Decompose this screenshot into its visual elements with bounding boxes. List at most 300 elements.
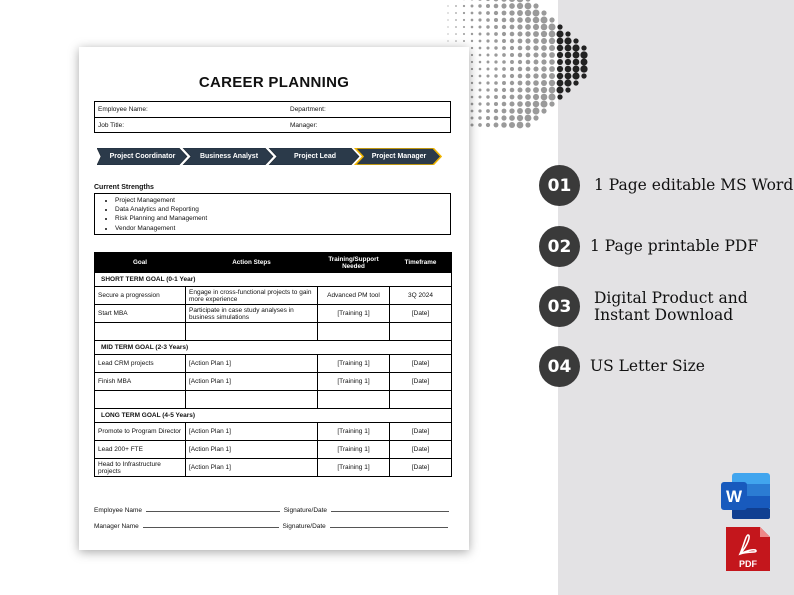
- section-title-mid-term: MID TERM GOAL (2-3 Years): [95, 341, 452, 355]
- halftone-dot: [494, 116, 499, 121]
- halftone-dot: [471, 82, 473, 84]
- halftone-dot: [517, 122, 524, 129]
- halftone-dot: [471, 110, 474, 113]
- halftone-dot: [526, 74, 531, 79]
- employee-signature-blank: [331, 506, 449, 512]
- halftone-dot: [447, 26, 448, 27]
- halftone-dot: [549, 17, 554, 22]
- training-cell: [Training 1]: [318, 441, 390, 459]
- halftone-dot: [526, 53, 531, 58]
- halftone-dot: [486, 46, 489, 49]
- halftone-dot: [564, 37, 571, 44]
- goal-cell: Secure a progression: [95, 287, 186, 305]
- halftone-dot: [556, 30, 563, 37]
- halftone-dot: [502, 18, 507, 23]
- halftone-dot: [541, 94, 548, 101]
- halftone-dot: [549, 73, 555, 79]
- halftone-dot: [486, 123, 490, 127]
- feature-number-badge: 01: [539, 165, 580, 206]
- pdf-icon-label: PDF: [739, 559, 757, 569]
- halftone-dot: [517, 3, 523, 9]
- halftone-dot: [455, 5, 457, 7]
- feature-text: 1 Page printable PDF: [590, 237, 759, 255]
- halftone-dot: [510, 39, 514, 43]
- halftone-dot: [509, 101, 514, 106]
- halftone-dot: [501, 3, 506, 8]
- career-step-1: Project Coordinator: [109, 153, 176, 160]
- halftone-dot: [471, 54, 473, 56]
- halftone-dot: [572, 44, 579, 51]
- halftone-dot: [549, 101, 554, 106]
- halftone-dot: [549, 59, 555, 65]
- career-planning-document: [79, 47, 469, 550]
- goal-cell: Start MBA: [95, 305, 186, 323]
- halftone-dot: [533, 24, 539, 30]
- halftone-dot: [470, 123, 473, 126]
- halftone-dot: [509, 108, 514, 113]
- halftone-dot: [510, 88, 515, 93]
- halftone-dot: [501, 122, 507, 128]
- halftone-dot: [549, 38, 555, 44]
- halftone-dot: [487, 68, 490, 71]
- halftone-dot: [471, 68, 473, 70]
- halftone-dot: [502, 53, 506, 57]
- halftone-dot: [533, 52, 538, 57]
- halftone-dot: [533, 87, 539, 93]
- halftone-dot: [549, 80, 555, 86]
- halftone-dot: [502, 102, 507, 107]
- halftone-dot: [447, 5, 448, 6]
- halftone-dot: [525, 0, 530, 2]
- halftone-dot: [471, 89, 473, 91]
- action-cell: [Action Plan 1]: [186, 373, 318, 391]
- halftone-dot: [557, 24, 562, 29]
- halftone-dot: [525, 31, 530, 36]
- halftone-dot: [541, 73, 547, 79]
- halftone-dot: [502, 74, 506, 78]
- halftone-dot: [549, 87, 556, 94]
- halftone-dot: [525, 94, 531, 100]
- halftone-dot: [494, 88, 498, 92]
- training-cell: [Training 1]: [318, 373, 390, 391]
- halftone-dot: [525, 122, 530, 127]
- halftone-dot: [510, 32, 515, 37]
- halftone-dot: [510, 95, 515, 100]
- goals-table: [94, 252, 452, 477]
- halftone-dot: [526, 67, 531, 72]
- timeframe-cell: [Date]: [390, 355, 452, 373]
- halftone-dot: [525, 17, 531, 23]
- table-row: [95, 287, 452, 305]
- halftone-dot: [573, 59, 580, 66]
- strengths-heading: Current Strengths: [94, 184, 154, 191]
- halftone-dot: [479, 75, 482, 78]
- halftone-dot: [509, 3, 515, 9]
- halftone-dot: [494, 11, 498, 15]
- training-cell: [318, 391, 390, 409]
- table-row: [95, 423, 452, 441]
- halftone-dot: [533, 17, 540, 24]
- timeframe-cell: 3Q 2024: [390, 287, 452, 305]
- halftone-dot: [534, 60, 539, 65]
- strength-item: • Vendor Management: [115, 224, 450, 233]
- strength-item: • Data Analytics and Reporting: [115, 205, 450, 214]
- halftone-dot: [557, 66, 563, 72]
- goal-cell: [95, 323, 186, 341]
- halftone-dot: [533, 66, 538, 71]
- halftone-dot: [471, 26, 474, 29]
- halftone-dot: [557, 59, 563, 65]
- halftone-dot: [494, 109, 498, 113]
- manager-field: Manager:: [290, 121, 318, 129]
- halftone-dot: [478, 102, 481, 105]
- halftone-dot: [494, 81, 498, 85]
- halftone-dot: [510, 60, 514, 64]
- section-title-short-term: SHORT TERM GOAL (0-1 Year): [95, 273, 452, 287]
- halftone-dot: [557, 73, 563, 79]
- halftone-dot: [541, 45, 547, 51]
- halftone-dot: [479, 89, 482, 92]
- halftone-dot: [479, 47, 482, 50]
- halftone-dot: [517, 115, 523, 121]
- halftone-dot: [517, 101, 523, 107]
- manager-name-blank: [143, 522, 279, 528]
- halftone-dot: [518, 88, 523, 93]
- halftone-dot: [486, 81, 489, 84]
- halftone-dot: [518, 60, 522, 64]
- action-cell: [Action Plan 1]: [186, 355, 318, 373]
- halftone-dot: [509, 115, 515, 121]
- employee-signature-line: [94, 506, 449, 514]
- halftone-dot: [541, 38, 547, 44]
- halftone-dot: [541, 101, 548, 108]
- halftone-dot: [541, 59, 546, 64]
- halftone-dot: [486, 0, 490, 1]
- training-cell: Advanced PM tool: [318, 287, 390, 305]
- training-cell: [Training 1]: [318, 423, 390, 441]
- halftone-dot: [447, 12, 448, 13]
- goal-cell: Finish MBA: [95, 373, 186, 391]
- halftone-dot: [487, 61, 490, 64]
- halftone-dot: [455, 33, 457, 35]
- halftone-dot: [556, 86, 563, 93]
- halftone-dot: [502, 67, 506, 71]
- halftone-dot: [510, 81, 514, 85]
- feature-item: [539, 165, 793, 206]
- halftone-dot: [463, 33, 465, 35]
- halftone-dot: [478, 123, 482, 127]
- halftone-dot: [478, 11, 481, 14]
- halftone-dot: [478, 0, 482, 1]
- timeframe-cell: [Date]: [390, 441, 452, 459]
- halftone-dot: [573, 66, 580, 73]
- halftone-dot: [573, 52, 580, 59]
- halftone-dot: [509, 17, 514, 22]
- halftone-dot: [471, 40, 473, 42]
- table-row: [95, 373, 452, 391]
- halftone-dot: [479, 26, 482, 29]
- halftone-dot: [533, 45, 538, 50]
- action-cell: [186, 391, 318, 409]
- halftone-dot: [455, 26, 457, 28]
- halftone-dot: [447, 19, 448, 20]
- halftone-dot: [518, 32, 523, 37]
- halftone-dot: [525, 115, 532, 122]
- timeframe-cell: [Date]: [390, 459, 452, 477]
- halftone-dot: [471, 47, 473, 49]
- feature-number-badge: 03: [539, 286, 580, 327]
- halftone-dot: [565, 45, 572, 52]
- halftone-dot: [525, 38, 530, 43]
- strength-item: • Project Management: [115, 196, 450, 205]
- halftone-dot: [533, 80, 539, 86]
- feature-number-badge: 02: [539, 226, 580, 267]
- timeframe-cell: [Date]: [390, 305, 452, 323]
- job-title-field: Job Title:: [98, 121, 125, 129]
- halftone-dot: [478, 18, 481, 21]
- halftone-dot: [486, 95, 489, 98]
- ms-word-icon: [720, 472, 772, 520]
- halftone-dot: [525, 108, 531, 114]
- halftone-dot: [565, 66, 572, 73]
- timeframe-cell: [Date]: [390, 423, 452, 441]
- halftone-dot: [525, 101, 531, 107]
- halftone-dot: [478, 116, 481, 119]
- halftone-dot: [494, 123, 499, 128]
- document-title: CAREER PLANNING: [198, 74, 350, 91]
- timeframe-cell: [Date]: [390, 373, 452, 391]
- halftone-dot: [526, 60, 531, 65]
- feature-item: [539, 286, 764, 327]
- halftone-dot: [525, 87, 530, 92]
- goal-cell: Lead CRM projects: [95, 355, 186, 373]
- manager-signature-line: [94, 522, 448, 530]
- halftone-dot: [494, 18, 498, 22]
- halftone-dot: [541, 66, 546, 71]
- halftone-dot: [455, 40, 457, 42]
- halftone-dot: [565, 59, 571, 65]
- table-row: [95, 323, 452, 341]
- halftone-dot: [479, 96, 482, 99]
- feature-item: [539, 346, 705, 387]
- halftone-dot: [581, 73, 586, 78]
- halftone-dot: [557, 52, 563, 58]
- halftone-dot: [471, 12, 474, 15]
- halftone-dot: [471, 5, 474, 8]
- action-cell: [186, 323, 318, 341]
- halftone-dot: [502, 25, 506, 29]
- halftone-dot: [541, 80, 547, 86]
- halftone-dot: [502, 32, 506, 36]
- halftone-dot: [557, 45, 563, 51]
- halftone-dot: [463, 5, 465, 7]
- halftone-dot: [502, 81, 506, 85]
- employee-name-sig-label: Employee Name: [94, 507, 143, 514]
- training-cell: [Training 1]: [318, 459, 390, 477]
- halftone-dot: [501, 115, 506, 120]
- halftone-dot: [494, 4, 499, 9]
- halftone-dot: [455, 19, 457, 21]
- halftone-dot: [502, 39, 506, 43]
- halftone-dot: [573, 80, 578, 85]
- halftone-dot: [494, 46, 497, 49]
- halftone-dot: [447, 40, 448, 41]
- halftone-dot: [494, 67, 497, 70]
- halftone-dot: [533, 115, 538, 120]
- halftone-dot: [541, 24, 548, 31]
- halftone-dot: [486, 11, 490, 15]
- halftone-dot: [463, 19, 465, 21]
- halftone-dot: [494, 32, 498, 36]
- feature-number-badge: 04: [539, 346, 580, 387]
- halftone-dot: [541, 17, 548, 24]
- halftone-dot: [565, 87, 570, 92]
- strengths-list: [94, 193, 451, 235]
- halftone-dot: [533, 3, 538, 8]
- halftone-dot: [541, 10, 546, 15]
- halftone-dot: [455, 12, 457, 14]
- halftone-dot: [486, 88, 489, 91]
- halftone-dot: [486, 102, 490, 106]
- career-step-3: Project Lead: [293, 153, 336, 160]
- halftone-dot: [565, 31, 570, 36]
- halftone-dot: [471, 33, 473, 35]
- training-cell: [Training 1]: [318, 355, 390, 373]
- halftone-dot: [541, 52, 546, 57]
- halftone-dot: [494, 53, 497, 56]
- halftone-dot: [517, 17, 523, 23]
- halftone-dot: [557, 94, 562, 99]
- career-step-4: Project Manager: [371, 153, 427, 160]
- halftone-dot: [486, 109, 490, 113]
- halftone-dot: [486, 32, 489, 35]
- department-field: Department:: [290, 106, 326, 113]
- halftone-dot: [486, 74, 489, 77]
- action-cell: Participate in case study analyses in business simulations: [186, 305, 318, 323]
- halftone-dot: [517, 108, 523, 114]
- halftone-dot: [510, 74, 514, 78]
- halftone-dot: [510, 67, 514, 71]
- halftone-dot: [487, 54, 490, 57]
- section-title-long-term: LONG TERM GOAL (4-5 Years): [95, 409, 452, 423]
- halftone-dot: [557, 80, 564, 87]
- pdf-icon: [726, 527, 770, 571]
- halftone-dot: [517, 24, 522, 29]
- halftone-dot: [494, 60, 497, 63]
- halftone-dot: [486, 18, 490, 22]
- halftone-dot: [548, 93, 555, 100]
- halftone-dot: [572, 72, 579, 79]
- halftone-dot: [525, 3, 532, 10]
- training-cell: [Training 1]: [318, 305, 390, 323]
- halftone-dot: [525, 10, 531, 16]
- halftone-dot: [447, 33, 448, 34]
- halftone-dot: [471, 61, 473, 63]
- header-action-steps: Action Steps: [186, 253, 318, 273]
- halftone-dot: [494, 25, 498, 29]
- halftone-dot: [478, 4, 481, 7]
- halftone-dot: [502, 109, 507, 114]
- halftone-dot: [517, 10, 523, 16]
- halftone-dot: [501, 0, 507, 2]
- timeframe-cell: [390, 391, 452, 409]
- header-goal: Goal: [95, 253, 186, 273]
- halftone-dot: [509, 10, 514, 15]
- halftone-dot: [479, 68, 482, 71]
- halftone-dot: [533, 94, 539, 100]
- halftone-dot: [471, 19, 474, 22]
- halftone-dot: [581, 59, 588, 66]
- feature-text: 1 Page editable MS Word: [594, 176, 794, 194]
- halftone-dot: [573, 38, 578, 43]
- halftone-dot: [486, 116, 490, 120]
- halftone-dot: [518, 39, 523, 44]
- halftone-dot: [471, 96, 474, 99]
- halftone-dot: [479, 54, 482, 57]
- training-cell: [318, 323, 390, 341]
- halftone-dot: [502, 60, 506, 64]
- table-row: [95, 441, 452, 459]
- halftone-dot: [518, 53, 522, 57]
- employee-name-field: Employee Name:: [98, 106, 148, 113]
- halftone-dot: [518, 81, 523, 86]
- action-cell: Engage in cross-functional projects to gain more experience: [186, 287, 318, 305]
- halftone-dot: [548, 23, 555, 30]
- halftone-dot: [502, 88, 506, 92]
- header-timeframe: Timeframe: [390, 253, 452, 273]
- halftone-dot: [517, 0, 524, 2]
- halftone-dot: [486, 4, 490, 8]
- halftone-dot: [533, 31, 539, 37]
- action-cell: [Action Plan 1]: [186, 459, 318, 477]
- halftone-dot: [494, 0, 499, 1]
- goal-cell: Promote to Program Director: [95, 423, 186, 441]
- halftone-dot: [463, 40, 465, 42]
- halftone-dot: [541, 87, 547, 93]
- halftone-dot: [502, 46, 506, 50]
- goal-cell: [95, 391, 186, 409]
- halftone-dot: [494, 39, 498, 43]
- manager-signature-blank: [330, 522, 448, 528]
- timeframe-cell: [390, 323, 452, 341]
- halftone-dot: [580, 65, 587, 72]
- table-row: [95, 355, 452, 373]
- halftone-dot: [470, 0, 473, 1]
- halftone-dot: [549, 66, 555, 72]
- action-cell: [Action Plan 1]: [186, 441, 318, 459]
- halftone-dot: [479, 82, 482, 85]
- halftone-dot: [525, 24, 531, 30]
- goal-cell: Head to Infrastructure projects: [95, 459, 186, 477]
- employee-info-box: [94, 101, 451, 133]
- halftone-dot: [502, 95, 506, 99]
- halftone-dot: [581, 45, 586, 50]
- action-cell: [Action Plan 1]: [186, 423, 318, 441]
- goal-cell: Lead 200+ FTE: [95, 441, 186, 459]
- halftone-dot: [518, 67, 522, 71]
- signature-date-label: Signature/Date: [283, 507, 328, 514]
- halftone-dot: [479, 61, 482, 64]
- halftone-dot: [478, 109, 481, 112]
- halftone-dot: [533, 38, 539, 44]
- halftone-dot: [517, 94, 522, 99]
- feature-text: US Letter Size: [590, 357, 705, 375]
- halftone-dot: [565, 52, 572, 59]
- halftone-dot: [509, 122, 515, 128]
- halftone-dot: [533, 108, 540, 115]
- header-training: Training/Support Needed: [318, 253, 390, 273]
- career-step-2: Business Analyst: [199, 153, 259, 160]
